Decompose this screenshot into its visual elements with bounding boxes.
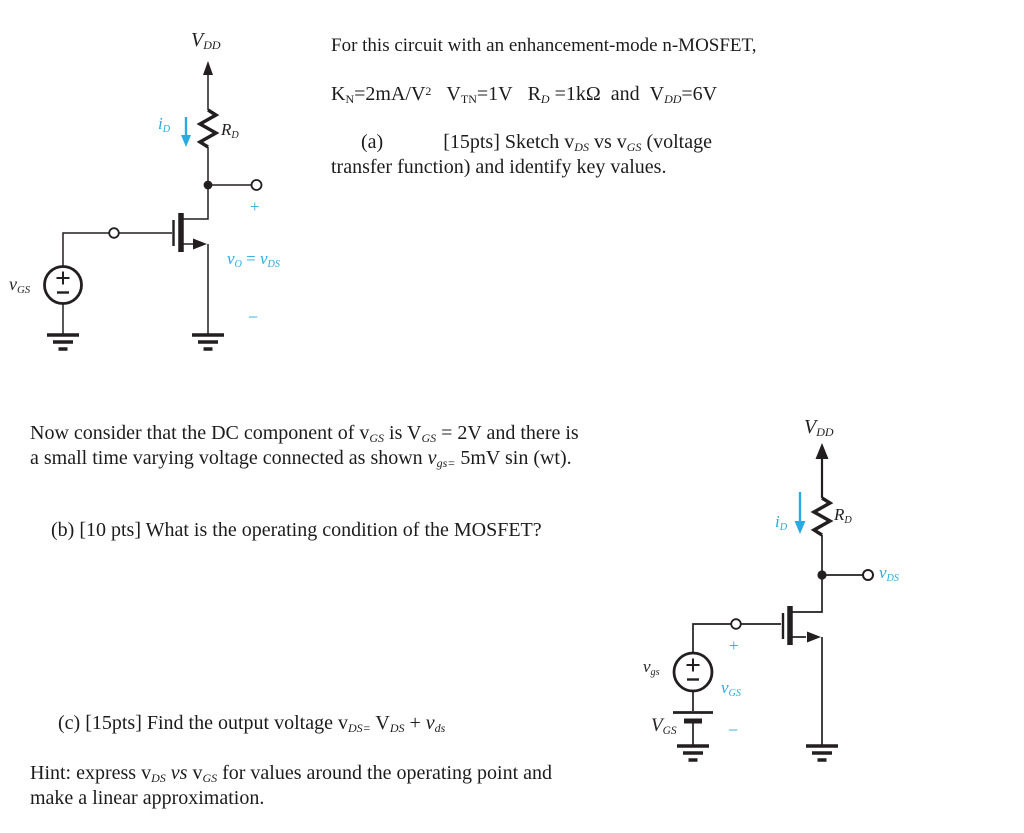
consider-line2: a small time varying voltage connected as shown $v_{gs=}$ 5mV sin (wt).: [30, 447, 572, 471]
voltage-source-vgs-small: [674, 653, 712, 691]
ground-symbol: [192, 335, 224, 349]
vds-output-label: $v_{DS}$: [879, 563, 899, 584]
ground-symbol: [47, 335, 79, 349]
vgs-source-label: $v_{GS}$: [9, 274, 31, 296]
vgs-total-label: $v_{GS}$: [721, 678, 741, 699]
vgs-battery-label: $V_{GS}$: [651, 715, 677, 738]
output-voltage-label: $v_O = v_{DS}$: [227, 249, 280, 270]
gate-plus-sign: +: [729, 636, 739, 655]
vdd-label: $V_{DD}$: [191, 29, 221, 53]
drain-current-arrow: [795, 492, 806, 534]
rd-label: $R_D$: [834, 505, 852, 526]
drain-current-label: $i_D$: [158, 114, 171, 135]
hint-line2: make a linear approximation.: [30, 787, 265, 809]
drain-current-arrow: [181, 117, 191, 147]
part-c-text: (c) [15pts] Find the output voltage $v_{DS=}$ $V_{DS} + v_{ds}$: [58, 712, 446, 736]
nmos-transistor: [174, 185, 209, 334]
part-a-line2: transfer function) and identify key values.: [331, 156, 667, 178]
output-minus-sign: −: [248, 307, 259, 327]
part-b-text: (b) [10 pts] What is the operating condition of the MOSFET?: [51, 519, 542, 541]
given-parameters: $K_N=2mA/V^2$ $V_{TN}=1V$ $R_D =1k\Omega$ and $V_{DD}=6V$: [331, 83, 718, 107]
consider-line1: Now consider that the DC component of $v_{GS}$ is $V_{GS} = 2V$ and there is: [30, 422, 579, 446]
nmos-transistor: [783, 575, 822, 745]
gate-minus-sign: −: [728, 720, 739, 740]
problem-intro: For this circuit with an enhancement-mode n-MOSFET,: [331, 35, 757, 56]
hint-line1: Hint: express $v_{DS}$ vs $v_{GS}$ for values around the operating point and: [30, 762, 553, 786]
circuit-diagram-bottom-right: [630, 400, 950, 780]
gate-terminal: [731, 619, 741, 629]
output-terminal: [863, 570, 873, 580]
output-plus-sign: +: [250, 197, 260, 216]
part-a-text: [331, 130, 712, 180]
vdd-label: $V_{DD}$: [804, 416, 834, 440]
consider-paragraph: [30, 421, 579, 471]
resistor-rd: [200, 110, 216, 147]
drain-current-label: $i_D$: [775, 512, 788, 533]
vdd-arrow: [816, 443, 829, 498]
output-terminal: [252, 180, 262, 190]
ground-symbol: [806, 746, 838, 760]
rd-label: $R_D$: [221, 120, 239, 141]
voltage-source-vgs: [45, 267, 82, 304]
part-a-line1: (a) [15pts] Sketch $v_{DS}$ vs $v_{GS}$ (voltage: [331, 131, 712, 155]
gate-terminal: [109, 228, 119, 238]
resistor-rd: [814, 498, 830, 535]
vdd-arrow: [203, 61, 213, 110]
ground-symbol: [677, 746, 709, 760]
vgs-small-signal-label: $v_{gs}$: [643, 657, 660, 678]
battery-vgs: [673, 713, 713, 746]
hint-paragraph: [30, 761, 552, 811]
